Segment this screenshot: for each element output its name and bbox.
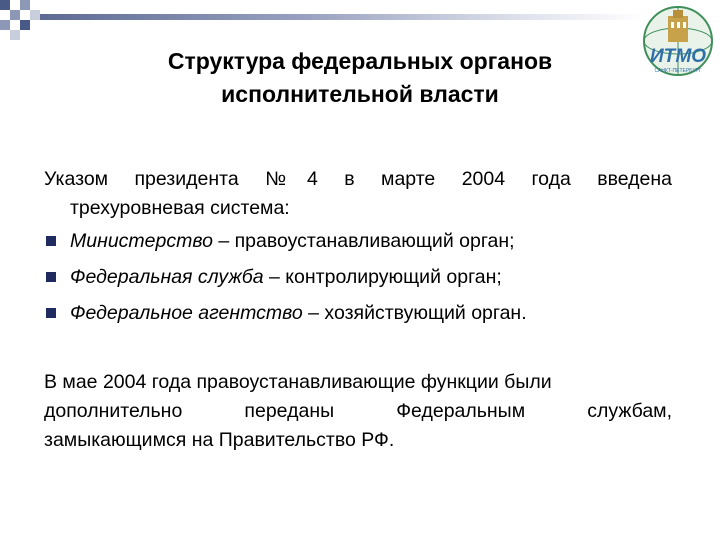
list-item xyxy=(44,259,684,295)
bullet-term: Федеральная служба xyxy=(70,266,264,288)
slide-title xyxy=(70,45,650,111)
square-bullet-icon xyxy=(46,236,56,246)
slide-title-line1: Структура федеральных органов xyxy=(167,48,553,74)
slide-title-line2: исполнительной власти xyxy=(221,81,499,107)
paragraph2-line1: В мае 2004 года правоустанавливающие функции были xyxy=(44,371,552,393)
intro-paragraph xyxy=(44,165,672,223)
header-gradient-bar xyxy=(40,14,645,20)
corner-square xyxy=(0,0,10,10)
list-item xyxy=(44,223,684,259)
bullet-text: – правоустанавливающий орган; xyxy=(212,230,515,252)
paragraph2-line3: замыкающимся на Правительство РФ. xyxy=(44,429,395,451)
list-item xyxy=(44,295,684,331)
bullet-list xyxy=(44,223,684,331)
second-paragraph xyxy=(44,368,672,455)
paragraph2-line2: дополнительно переданы Федеральным службам, xyxy=(44,400,672,422)
bullet-term: Министерство xyxy=(70,230,213,252)
corner-square xyxy=(30,10,40,20)
intro-line1: Указом президента №4 в марте 2004 года введена xyxy=(44,168,672,190)
logo-text: ИТМО xyxy=(649,46,707,67)
corner-square xyxy=(10,30,20,40)
corner-square xyxy=(10,10,20,20)
intro-line2: трехуровневая система: xyxy=(70,197,290,219)
corner-square xyxy=(0,20,10,30)
square-bullet-icon xyxy=(46,308,56,318)
bullet-text: – контролирующий орган; xyxy=(263,266,502,288)
corner-square xyxy=(20,20,30,30)
bullet-text: – хозяйствующий орган. xyxy=(302,302,527,324)
logo-subtext: САНКТ-ПЕТЕРБУРГ xyxy=(654,68,702,74)
corner-square xyxy=(20,0,30,10)
square-bullet-icon xyxy=(46,272,56,282)
bullet-term: Федеральное агентство xyxy=(70,302,303,324)
